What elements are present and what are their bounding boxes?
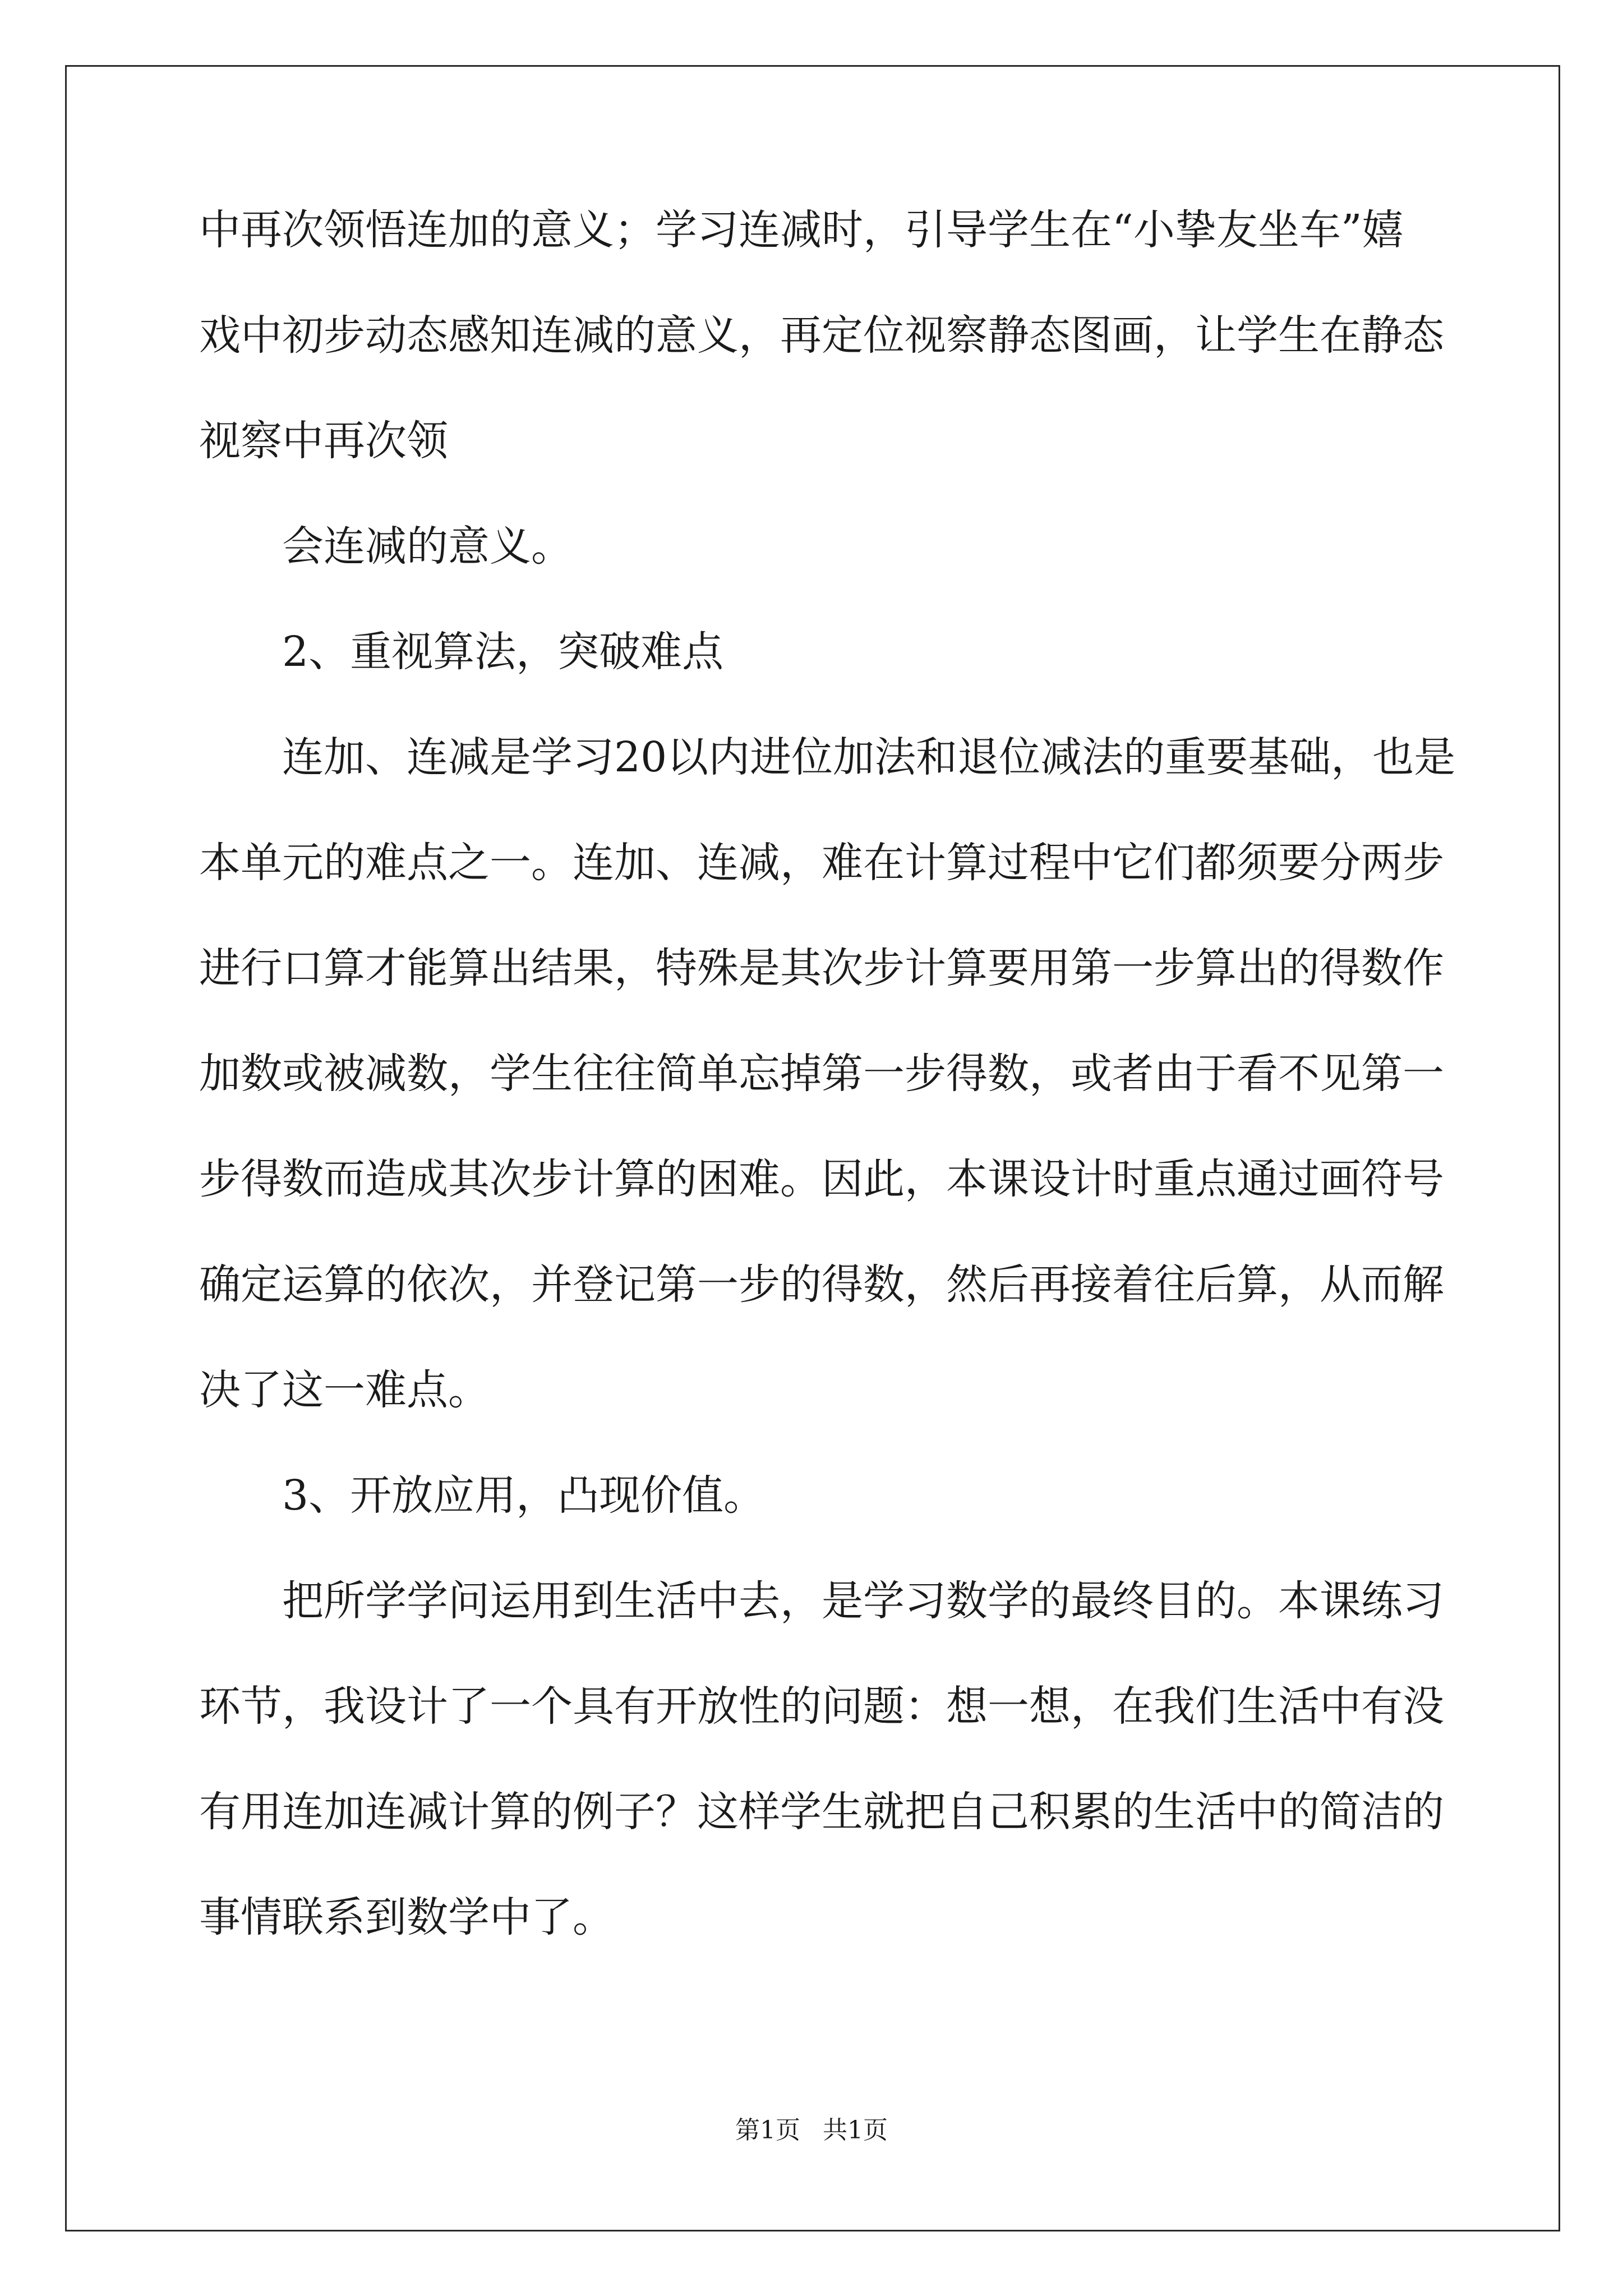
- text-line: 步得数而造成其次步计算的困难。因此，本课设计时重点通过画符号: [199, 1155, 1444, 1203]
- text-line: 事情联系到数学中了。: [199, 1893, 614, 1941]
- text-line: 中再次领悟连加的意义；学习连减时，引导学生在“小挚友坐车”嬉: [199, 206, 1404, 254]
- text-line: 视察中再次领: [199, 417, 448, 465]
- page-footer: [0, 2114, 1623, 2147]
- page-total: 共1页: [823, 2116, 888, 2145]
- section-heading: 3、开放应用，凸现价值。: [282, 1471, 766, 1520]
- text-line: 连加、连减是学习20以内进位加法和退位减法的重要基础，也是: [282, 733, 1456, 781]
- page-number: 第1页: [735, 2116, 800, 2145]
- text-line: 决了这一难点。: [199, 1366, 490, 1414]
- text-line: 环节，我设计了一个具有开放性的问题：想一想，在我们生活中有没: [199, 1682, 1444, 1731]
- text-line: 戏中初步动态感知连减的意义，再定位视察静态图画，让学生在静态: [199, 311, 1444, 360]
- section-heading: 2、重视算法，突破难点: [282, 628, 724, 676]
- text-line: 进行口算才能算出结果，特殊是其次步计算要用第一步算出的得数作: [199, 944, 1444, 992]
- text-line: 确定运算的依次，并登记第一步的得数，然后再接着往后算，从而解: [199, 1260, 1444, 1309]
- text-line: 本单元的难点之一。连加、连减，难在计算过程中它们都须要分两步: [199, 839, 1444, 887]
- text-line: 把所学学问运用到生活中去，是学习数学的最终目的。本课练习: [282, 1577, 1444, 1625]
- text-line: 有用连加连减计算的例子？这样学生就把自己积累的生活中的简洁的: [199, 1788, 1444, 1836]
- text-line: 会连减的意义。: [282, 522, 573, 570]
- text-line: 加数或被减数，学生往往简单忘掉第一步得数，或者由于看不见第一: [199, 1050, 1444, 1098]
